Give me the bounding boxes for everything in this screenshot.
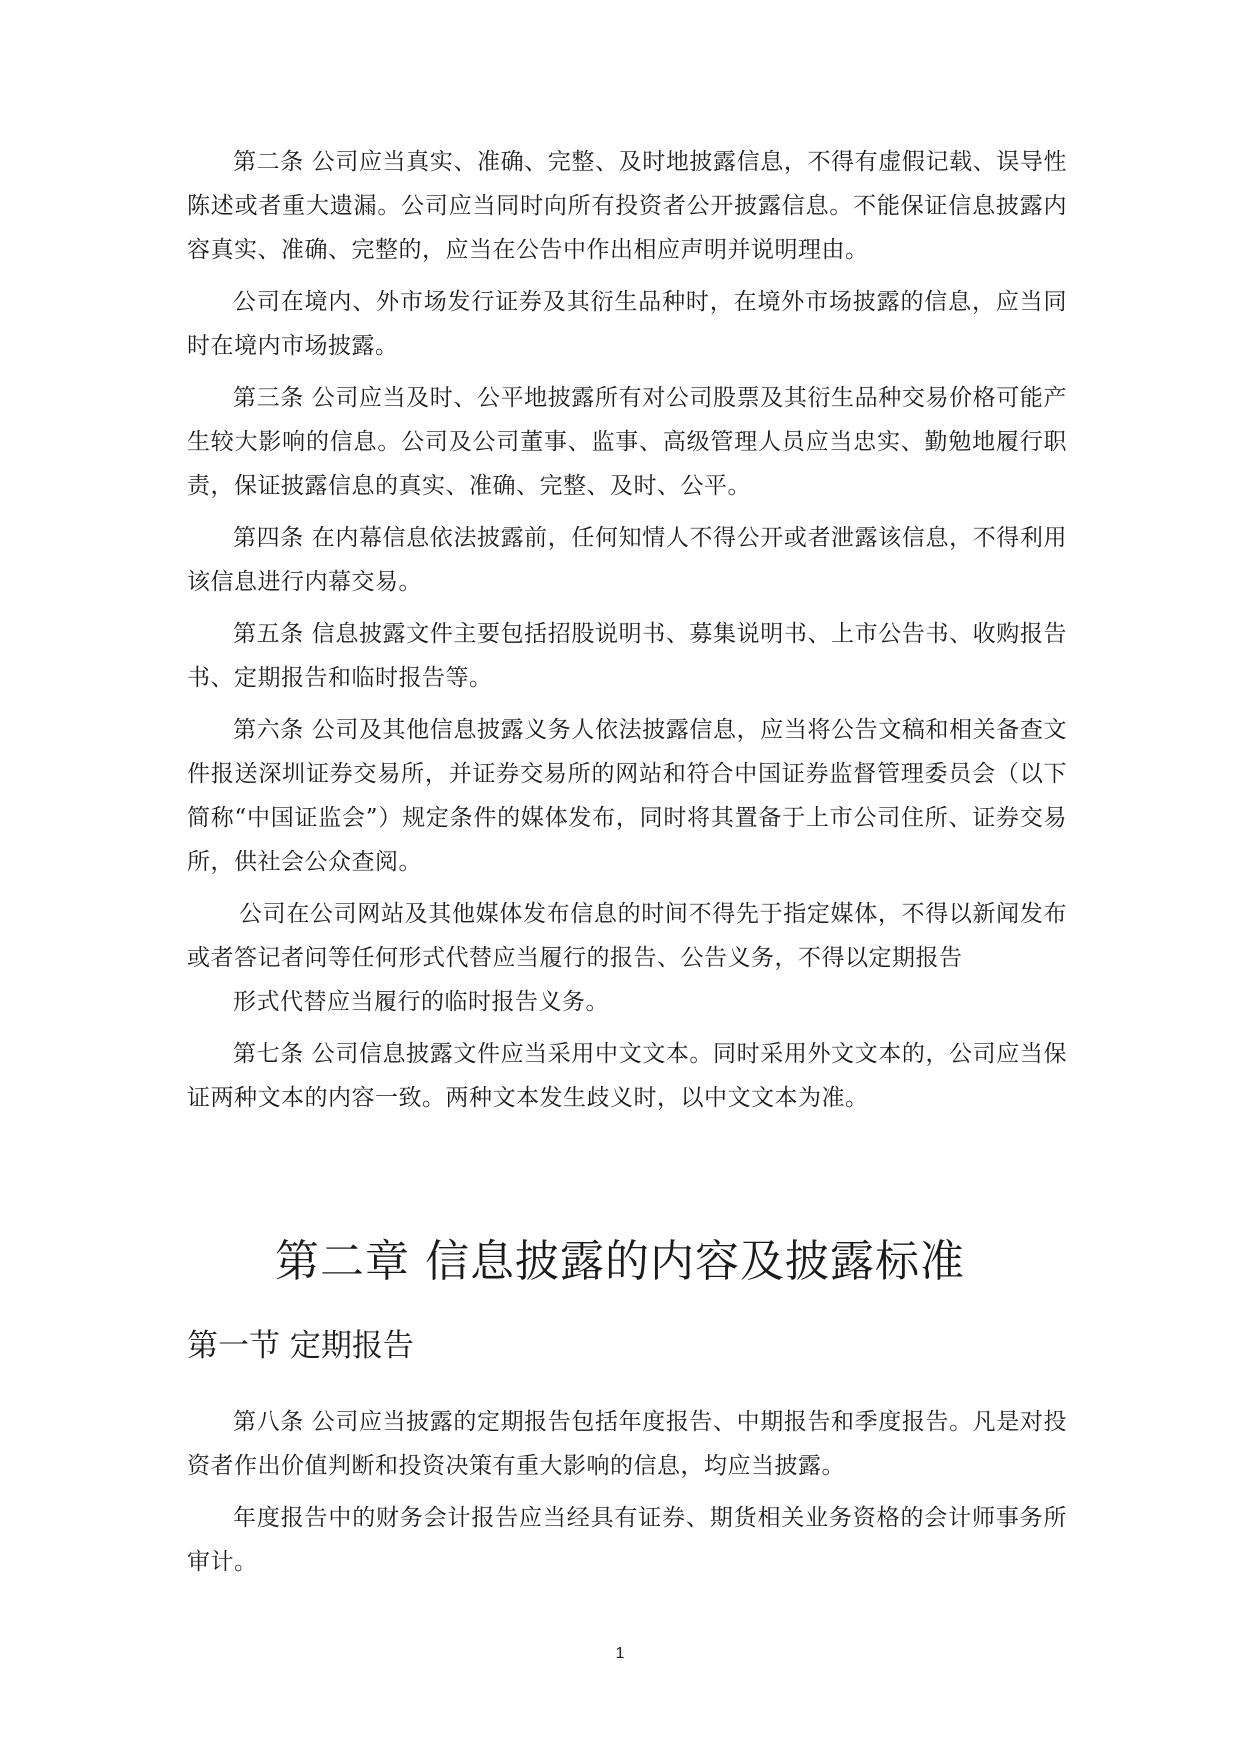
paragraph-article-2-cont: 公司在境内、外市场发行证券及其衍生品种时，在境外市场披露的信息，应当同时在境内市场披露。 [187,289,1067,359]
chapter-title: 第二章 信息披露的内容及披露标准 [275,1236,965,1287]
paragraph-article-4: 第四条 在内幕信息依法披露前，任何知情人不得公开或者泄露该信息，不得利用该信息进行内幕交易。 [187,525,1067,595]
paragraph-article-5: 第五条 信息披露文件主要包括招股说明书、募集说明书、上市公告书、收购报告书、定期报告和临时报告等。 [187,621,1067,691]
paragraph-article-7: 第七条 公司信息披露文件应当采用中文文本。同时采用外文文本的，公司应当保证两种文本的内容一致。两种文本发生歧义时，以中文文本为准。 [187,1041,1067,1111]
paragraph-article-2: 第二条 公司应当真实、准确、完整、及时地披露信息，不得有虚假记载、误导性陈述或者重大遗漏。公司应当同时向所有投资者公开披露信息。不能保证信息披露内容真实、准确、完整的，应当在公告中作出相应声明并说明理由。 [187,149,1067,263]
paragraph-article-6: 第六条 公司及其他信息披露义务人依法披露信息，应当将公告文稿和相关备查文件报送深圳证券交易所，并证券交易所的网站和符合中国证券监督管理委员会（以下简称“中国证监会”）规定条件的媒体发布，同时将其置备于上市公司住所、证券交易所，供社会公众查阅。 [187,717,1067,875]
paragraph-article-6-cont-line: 形式代替应当履行的临时报告义务。 [233,989,609,1015]
paragraph-article-6-cont: 公司在公司网站及其他媒体发布信息的时间不得先于指定媒体，不得以新闻发布或者答记者问等任何形式代替应当履行的报告、公告义务，不得以定期报告 [187,901,1067,971]
body-text-top [187,140,1067,1128]
paragraph-article-3: 第三条 公司应当及时、公平地披露所有对公司股票及其衍生品种交易价格可能产生较大影响的信息。公司及公司董事、监事、高级管理人员应当忠实、勤勉地履行职责，保证披露信息的真实、准确、完整、及时、公平。 [187,385,1067,499]
body-text-bottom [187,1400,1067,1592]
paragraph-article-8-cont: 年度报告中的财务会计报告应当经具有证券、期货相关业务资格的会计师事务所审计。 [187,1505,1067,1575]
paragraph-article-8: 第八条 公司应当披露的定期报告包括年度报告、中期报告和季度报告。凡是对投资者作出价值判断和投资决策有重大影响的信息，均应当披露。 [187,1409,1067,1479]
section-title: 第一节 定期报告 [187,1328,414,1364]
page-number: 1 [615,1645,625,1662]
